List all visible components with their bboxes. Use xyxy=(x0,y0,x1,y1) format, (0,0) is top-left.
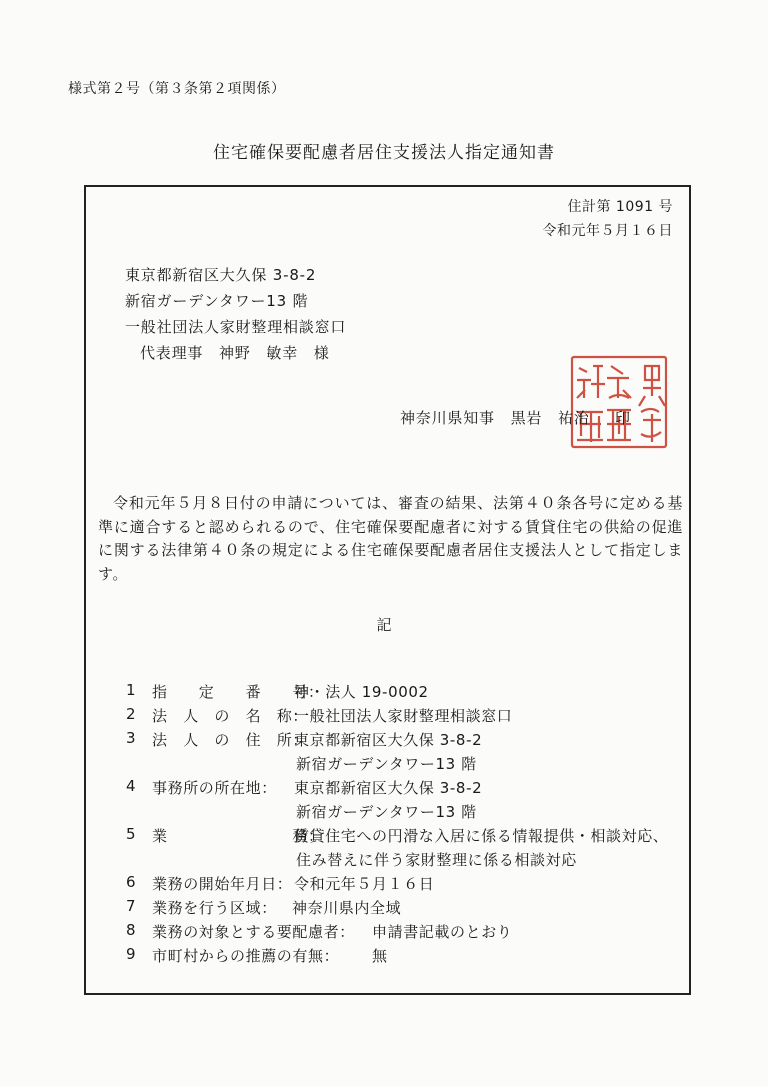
item-label: 法 人 の 住 所： xyxy=(152,731,309,749)
item-number: 9 xyxy=(126,945,137,963)
item-number: 7 xyxy=(126,897,137,915)
recipient-address-line-2: 新宿ガーデンタワー13 階 xyxy=(125,292,309,310)
item-label: 業務の開始年月日： xyxy=(152,875,293,893)
official-seal-stamp xyxy=(567,354,671,450)
form-label: 様式第２号（第３条第２項関係） xyxy=(68,81,286,97)
item-number: 4 xyxy=(126,777,137,795)
seal-mark-label: 印 xyxy=(615,409,631,427)
document-date: 令和元年５月１６日 xyxy=(542,223,673,239)
item-value-continued: 新宿ガーデンタワー13 階 xyxy=(296,755,477,773)
item-value: 一般社団法人家財整理相談窓口 xyxy=(294,707,513,725)
recipient-person: 代表理事 神野 敏幸 様 xyxy=(140,344,330,362)
recipient-organization: 一般社団法人家財整理相談窓口 xyxy=(125,318,347,336)
item-label: 法 人 の 名 称： xyxy=(152,707,309,725)
item-value: 申請書記載のとおり xyxy=(372,923,513,941)
issuer-name: 神奈川県知事 黒岩 祐治 xyxy=(400,409,590,427)
item-label: 事務所の所在地： xyxy=(152,779,277,797)
item-label: 指 定 番 号： xyxy=(152,683,324,701)
item-value: 賃貸住宅への円滑な入居に係る情報提供・相談対応、 xyxy=(294,827,669,845)
item-label: 市町村からの推薦の有無： xyxy=(152,947,340,965)
item-value: 無 xyxy=(372,947,388,965)
document-number: 住計第 1091 号 xyxy=(567,199,673,215)
body-paragraph: 令和元年５月８日付の申請については、審査の結果、法第４０条各号に定める基準に適合すると認められるので、住宅確保要配慮者に対する賃貸住宅の供給の促進に関する法律第４０条の規定による住宅確保要配慮者居住支援法人として指定します。 xyxy=(98,494,683,583)
item-label: 業務を行う区域： xyxy=(152,899,277,917)
item-value-continued: 新宿ガーデンタワー13 階 xyxy=(296,803,477,821)
item-value: 東京都新宿区大久保 3-8-2 xyxy=(294,731,483,749)
ki-heading: 記 xyxy=(376,616,392,634)
item-number: 8 xyxy=(126,921,137,939)
item-number: 2 xyxy=(126,705,137,723)
item-number: 6 xyxy=(126,873,137,891)
item-label: 業 務： xyxy=(152,827,324,845)
item-value-continued: 住み替えに伴う家財整理に係る相談対応 xyxy=(296,851,577,869)
item-number: 5 xyxy=(126,825,137,843)
item-value: 令和元年５月１６日 xyxy=(294,875,435,893)
item-number: 1 xyxy=(126,681,137,699)
item-value: 神・法人 19-0002 xyxy=(294,683,429,701)
item-value: 神奈川県内全域 xyxy=(292,899,402,917)
item-value: 東京都新宿区大久保 3-8-2 xyxy=(294,779,483,797)
item-label: 業務の対象とする要配慮者： xyxy=(152,923,355,941)
recipient-address-line-1: 東京都新宿区大久保 3-8-2 xyxy=(125,266,317,284)
document-title: 住宅確保要配慮者居住支援法人指定通知書 xyxy=(213,143,555,163)
item-number: 3 xyxy=(126,729,137,747)
